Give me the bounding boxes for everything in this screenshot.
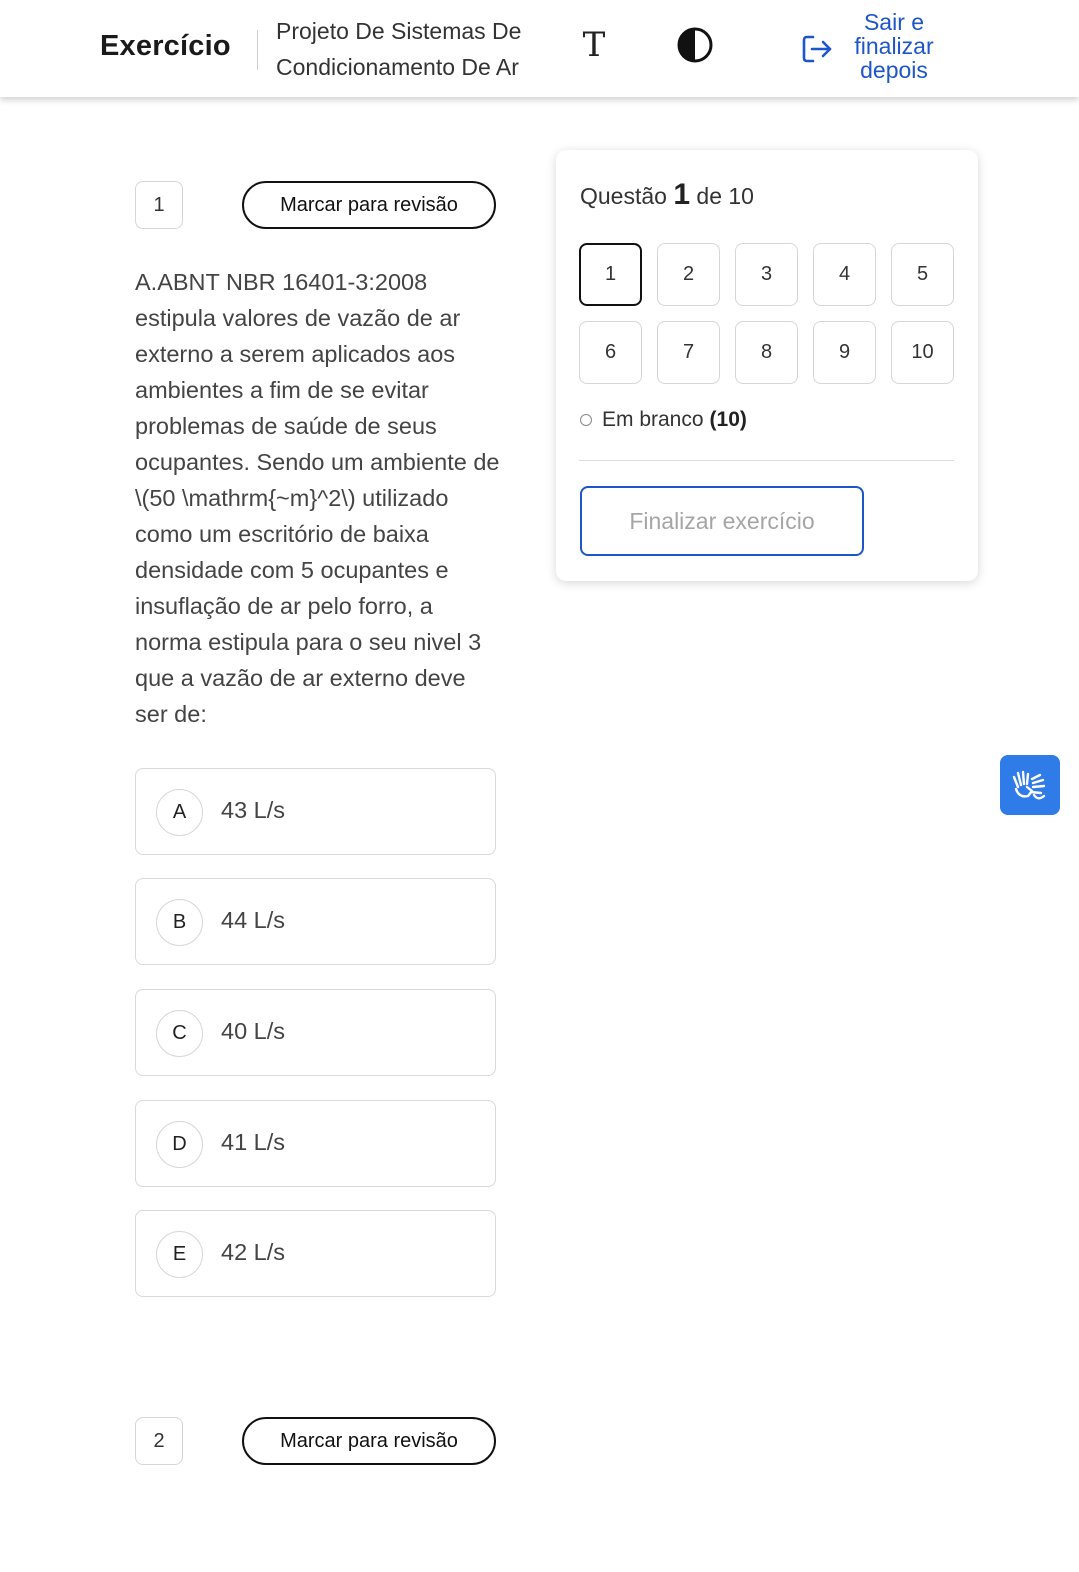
heading-suffix: de 10 bbox=[696, 183, 754, 209]
question-text: A.ABNT NBR 16401-3:2008 estipula valores de vazão de ar externo a serem aplicados aos ambientes a fim de se evitar problemas de saúde de seus ocupantes. Sendo um ambiente de \(50 \mathrm{~m}^2\) utilizado como um escritório de baixa densidade com 5 ocupantes e insuflação de ar pelo forro, a norma estipula para o seu nivel 3 que a vazão de ar externo deve ser de: bbox=[135, 269, 500, 727]
course-title: Projeto De Sistemas De Condicionamento De Ar bbox=[276, 18, 522, 80]
font-size-icon: T bbox=[582, 25, 606, 65]
option-text: 40 L/s bbox=[221, 1018, 286, 1044]
sign-language-hands-icon bbox=[1010, 765, 1050, 805]
option-a[interactable] bbox=[135, 768, 496, 855]
blank-dot-icon bbox=[580, 414, 592, 426]
option-text: 41 L/s bbox=[221, 1129, 286, 1155]
option-d[interactable] bbox=[135, 1100, 496, 1187]
option-letter: B bbox=[156, 899, 203, 946]
nav-question-10[interactable]: 10 bbox=[891, 321, 954, 384]
exit-label: Sair e finalizar depois bbox=[854, 9, 934, 83]
top-header bbox=[0, 0, 1079, 97]
header-divider bbox=[257, 30, 258, 70]
question-navigation-panel bbox=[556, 150, 978, 581]
nav-question-6[interactable]: 6 bbox=[579, 321, 642, 384]
option-letter: A bbox=[156, 789, 203, 836]
option-letter: D bbox=[156, 1121, 203, 1168]
accessibility-widget-button[interactable] bbox=[1000, 755, 1060, 815]
brand-title: Exercício bbox=[100, 30, 231, 62]
option-letter: E bbox=[156, 1231, 203, 1278]
nav-question-1[interactable]: 1 bbox=[579, 243, 642, 306]
exit-icon bbox=[800, 32, 834, 66]
contrast-button[interactable] bbox=[676, 26, 714, 64]
nav-question-8[interactable]: 8 bbox=[735, 321, 798, 384]
mark-for-review-button[interactable]: Marcar para revisão bbox=[242, 181, 496, 229]
nav-question-7[interactable]: 7 bbox=[657, 321, 720, 384]
current-question-number: 1 bbox=[673, 178, 691, 211]
option-text: 43 L/s bbox=[221, 797, 286, 823]
font-size-button[interactable] bbox=[573, 22, 615, 68]
option-b[interactable] bbox=[135, 878, 496, 965]
legend-count: (10) bbox=[709, 408, 747, 431]
mark-for-review-button[interactable]: Marcar para revisão bbox=[242, 1417, 496, 1465]
question-progress-heading bbox=[580, 178, 754, 212]
option-e[interactable] bbox=[135, 1210, 496, 1297]
panel-divider bbox=[579, 460, 954, 461]
nav-question-9[interactable]: 9 bbox=[813, 321, 876, 384]
nav-question-2[interactable]: 2 bbox=[657, 243, 720, 306]
finish-exercise-button[interactable]: Finalizar exercício bbox=[580, 486, 864, 556]
heading-prefix: Questão bbox=[580, 183, 667, 209]
nav-question-5[interactable]: 5 bbox=[891, 243, 954, 306]
question-number-badge: 2 bbox=[135, 1417, 183, 1465]
option-letter: C bbox=[156, 1010, 203, 1057]
blank-legend bbox=[580, 408, 747, 432]
option-text: 42 L/s bbox=[221, 1239, 286, 1265]
contrast-icon bbox=[676, 26, 714, 64]
nav-question-3[interactable]: 3 bbox=[735, 243, 798, 306]
question-number-badge: 1 bbox=[135, 181, 183, 229]
option-c[interactable] bbox=[135, 989, 496, 1076]
legend-label: Em branco bbox=[602, 408, 704, 431]
option-text: 44 L/s bbox=[221, 907, 286, 933]
exit-and-finish-later-button[interactable] bbox=[800, 10, 970, 88]
nav-question-4[interactable]: 4 bbox=[813, 243, 876, 306]
